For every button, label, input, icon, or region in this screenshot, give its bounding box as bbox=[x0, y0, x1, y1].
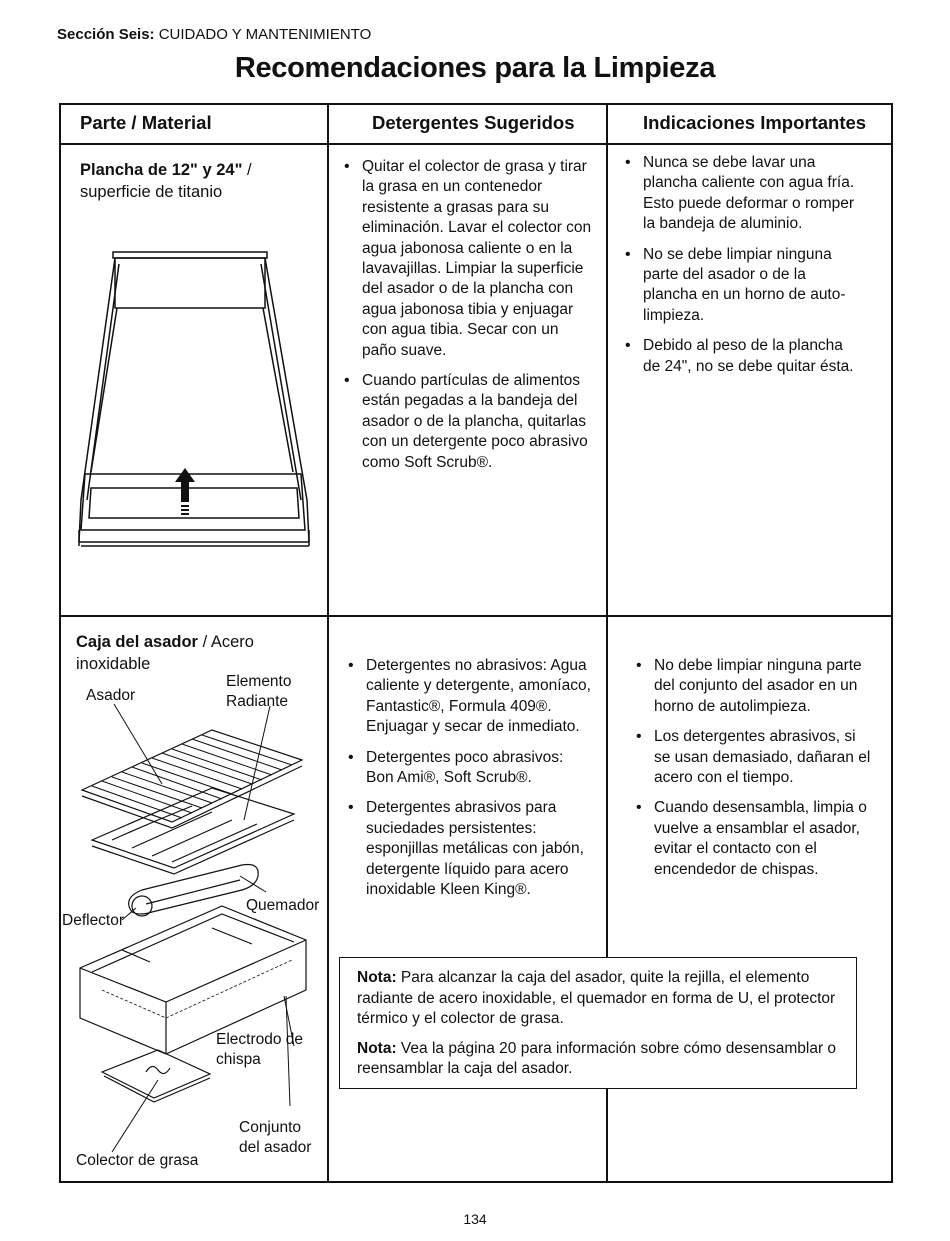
section-header bbox=[57, 26, 371, 43]
row1-notes bbox=[623, 153, 863, 387]
label-colector: Colector de grasa bbox=[76, 1152, 199, 1169]
column-divider-1 bbox=[327, 103, 329, 1183]
label-conjunto-line1: Conjunto bbox=[239, 1119, 302, 1136]
note-2-text: Vea la página 20 para información sobre cómo desensamblar o reensamblar la caja del asador. bbox=[357, 1039, 837, 1077]
row1-part-material: superficie de titanio bbox=[80, 183, 223, 201]
row1-part bbox=[80, 159, 252, 203]
column-divider-2-lower bbox=[606, 1089, 608, 1183]
page-title: Recomendaciones para la Limpieza bbox=[234, 52, 716, 84]
label-elemento bbox=[226, 672, 291, 712]
note-1 bbox=[357, 968, 842, 1030]
label-elemento-line1: Elemento bbox=[226, 673, 292, 690]
note-2 bbox=[357, 1039, 842, 1080]
row1-part-separator: / bbox=[242, 161, 252, 179]
row2-detergents bbox=[346, 656, 592, 910]
row2-detergent-item: • Detergentes no abrasivos: Agua caliente y detergente, amoníaco, Fantastic®, Formula 409®. Enjuagar y secar de inmediato. bbox=[346, 656, 592, 738]
column-divider-2 bbox=[606, 103, 608, 958]
column-header-part: Parte / Material bbox=[80, 112, 212, 133]
row1-note-item: • Debido al peso de la plancha de 24", no se debe quitar ésta. bbox=[623, 336, 863, 377]
row2-part-name: Caja del asador bbox=[76, 633, 198, 651]
row2-note-item: • Los detergentes abrasivos, si se usan demasiado, dañaran el acero con el tiempo. bbox=[634, 727, 874, 788]
header-row-divider bbox=[59, 143, 893, 145]
label-conjunto bbox=[239, 1118, 311, 1158]
note-2-label: Nota: bbox=[357, 1039, 397, 1057]
row1-detergent-item: • Cuando partículas de alimentos están pegadas a la bandeja del asador o de la plancha, quitarlas con un detergente poco abrasivo como Soft Scrub®. bbox=[342, 371, 594, 473]
label-elemento-line2: Radiante bbox=[226, 693, 289, 710]
row1-note-item: • Nunca se debe lavar una plancha caliente con agua fría. Esto puede deformar o romper la bandeja de aluminio. bbox=[623, 153, 863, 235]
note-box bbox=[339, 957, 857, 1089]
row1-detergents bbox=[342, 157, 594, 483]
griddle-illustration bbox=[75, 250, 315, 550]
row1-part-name: Plancha de 12" y 24" bbox=[80, 161, 243, 179]
row2-notes bbox=[634, 656, 874, 890]
row-divider bbox=[59, 615, 893, 617]
label-electrodo-line1: Electrodo de bbox=[216, 1031, 304, 1048]
row2-note-item: • No debe limpiar ninguna parte del conjunto del asador en un horno de autolimpieza. bbox=[634, 656, 874, 717]
label-deflector: Deflector bbox=[62, 912, 125, 929]
row2-part bbox=[76, 631, 254, 675]
section-name: CUIDADO Y MANTENIMIENTO bbox=[158, 26, 372, 43]
row1-detergent-item: • Quitar el colector de grasa y tirar la grasa en un contenedor resistente a grasas para su eliminación. Lavar el colector con agua jabonosa caliente o en la lavavajillas. Limpiar la superficie del asador o de la plancha con agua jabonosa tibia y enjuagar con agua tibia. Secar con un paño suave. bbox=[342, 157, 594, 361]
column-header-detergents: Detergentes Sugeridos bbox=[372, 112, 575, 133]
label-quemador: Quemador bbox=[246, 897, 320, 914]
note-1-label: Nota: bbox=[357, 969, 397, 986]
grill-box-illustration bbox=[62, 700, 326, 1170]
label-conjunto-line2: del asador bbox=[239, 1139, 312, 1156]
label-asador: Asador bbox=[86, 687, 136, 704]
row2-part-material: inoxidable bbox=[76, 655, 151, 673]
row2-note-item: • Cuando desensambla, limpia o vuelve a ensamblar el asador, evitar el contacto con el encendedor de chispas. bbox=[634, 798, 874, 880]
row2-part-separator: / Acero bbox=[197, 633, 254, 651]
column-header-notes: Indicaciones Importantes bbox=[643, 112, 867, 133]
row2-detergent-item: • Detergentes abrasivos para suciedades persistentes: esponjillas metálicas con jabón, detergente líquido para acero inoxidable Kleen King®. bbox=[346, 798, 592, 900]
note-1-text: Para alcanzar la caja del asador, quite la rejilla, el elemento radiante de acero inoxidable, el quemador en forma de U, el protector térmico y el colector de grasa. bbox=[357, 969, 836, 1027]
label-electrodo-line2: chispa bbox=[216, 1051, 261, 1068]
page-number: 134 bbox=[463, 1211, 487, 1227]
row1-note-item: • No se debe limpiar ninguna parte del asador o de la plancha en un horno de auto-limpieza. bbox=[623, 245, 863, 327]
row2-detergent-item: • Detergentes poco abrasivos: Bon Ami®, Soft Scrub®. bbox=[346, 748, 592, 789]
label-electrodo bbox=[216, 1030, 303, 1070]
section-prefix: Sección Seis: bbox=[57, 26, 155, 43]
